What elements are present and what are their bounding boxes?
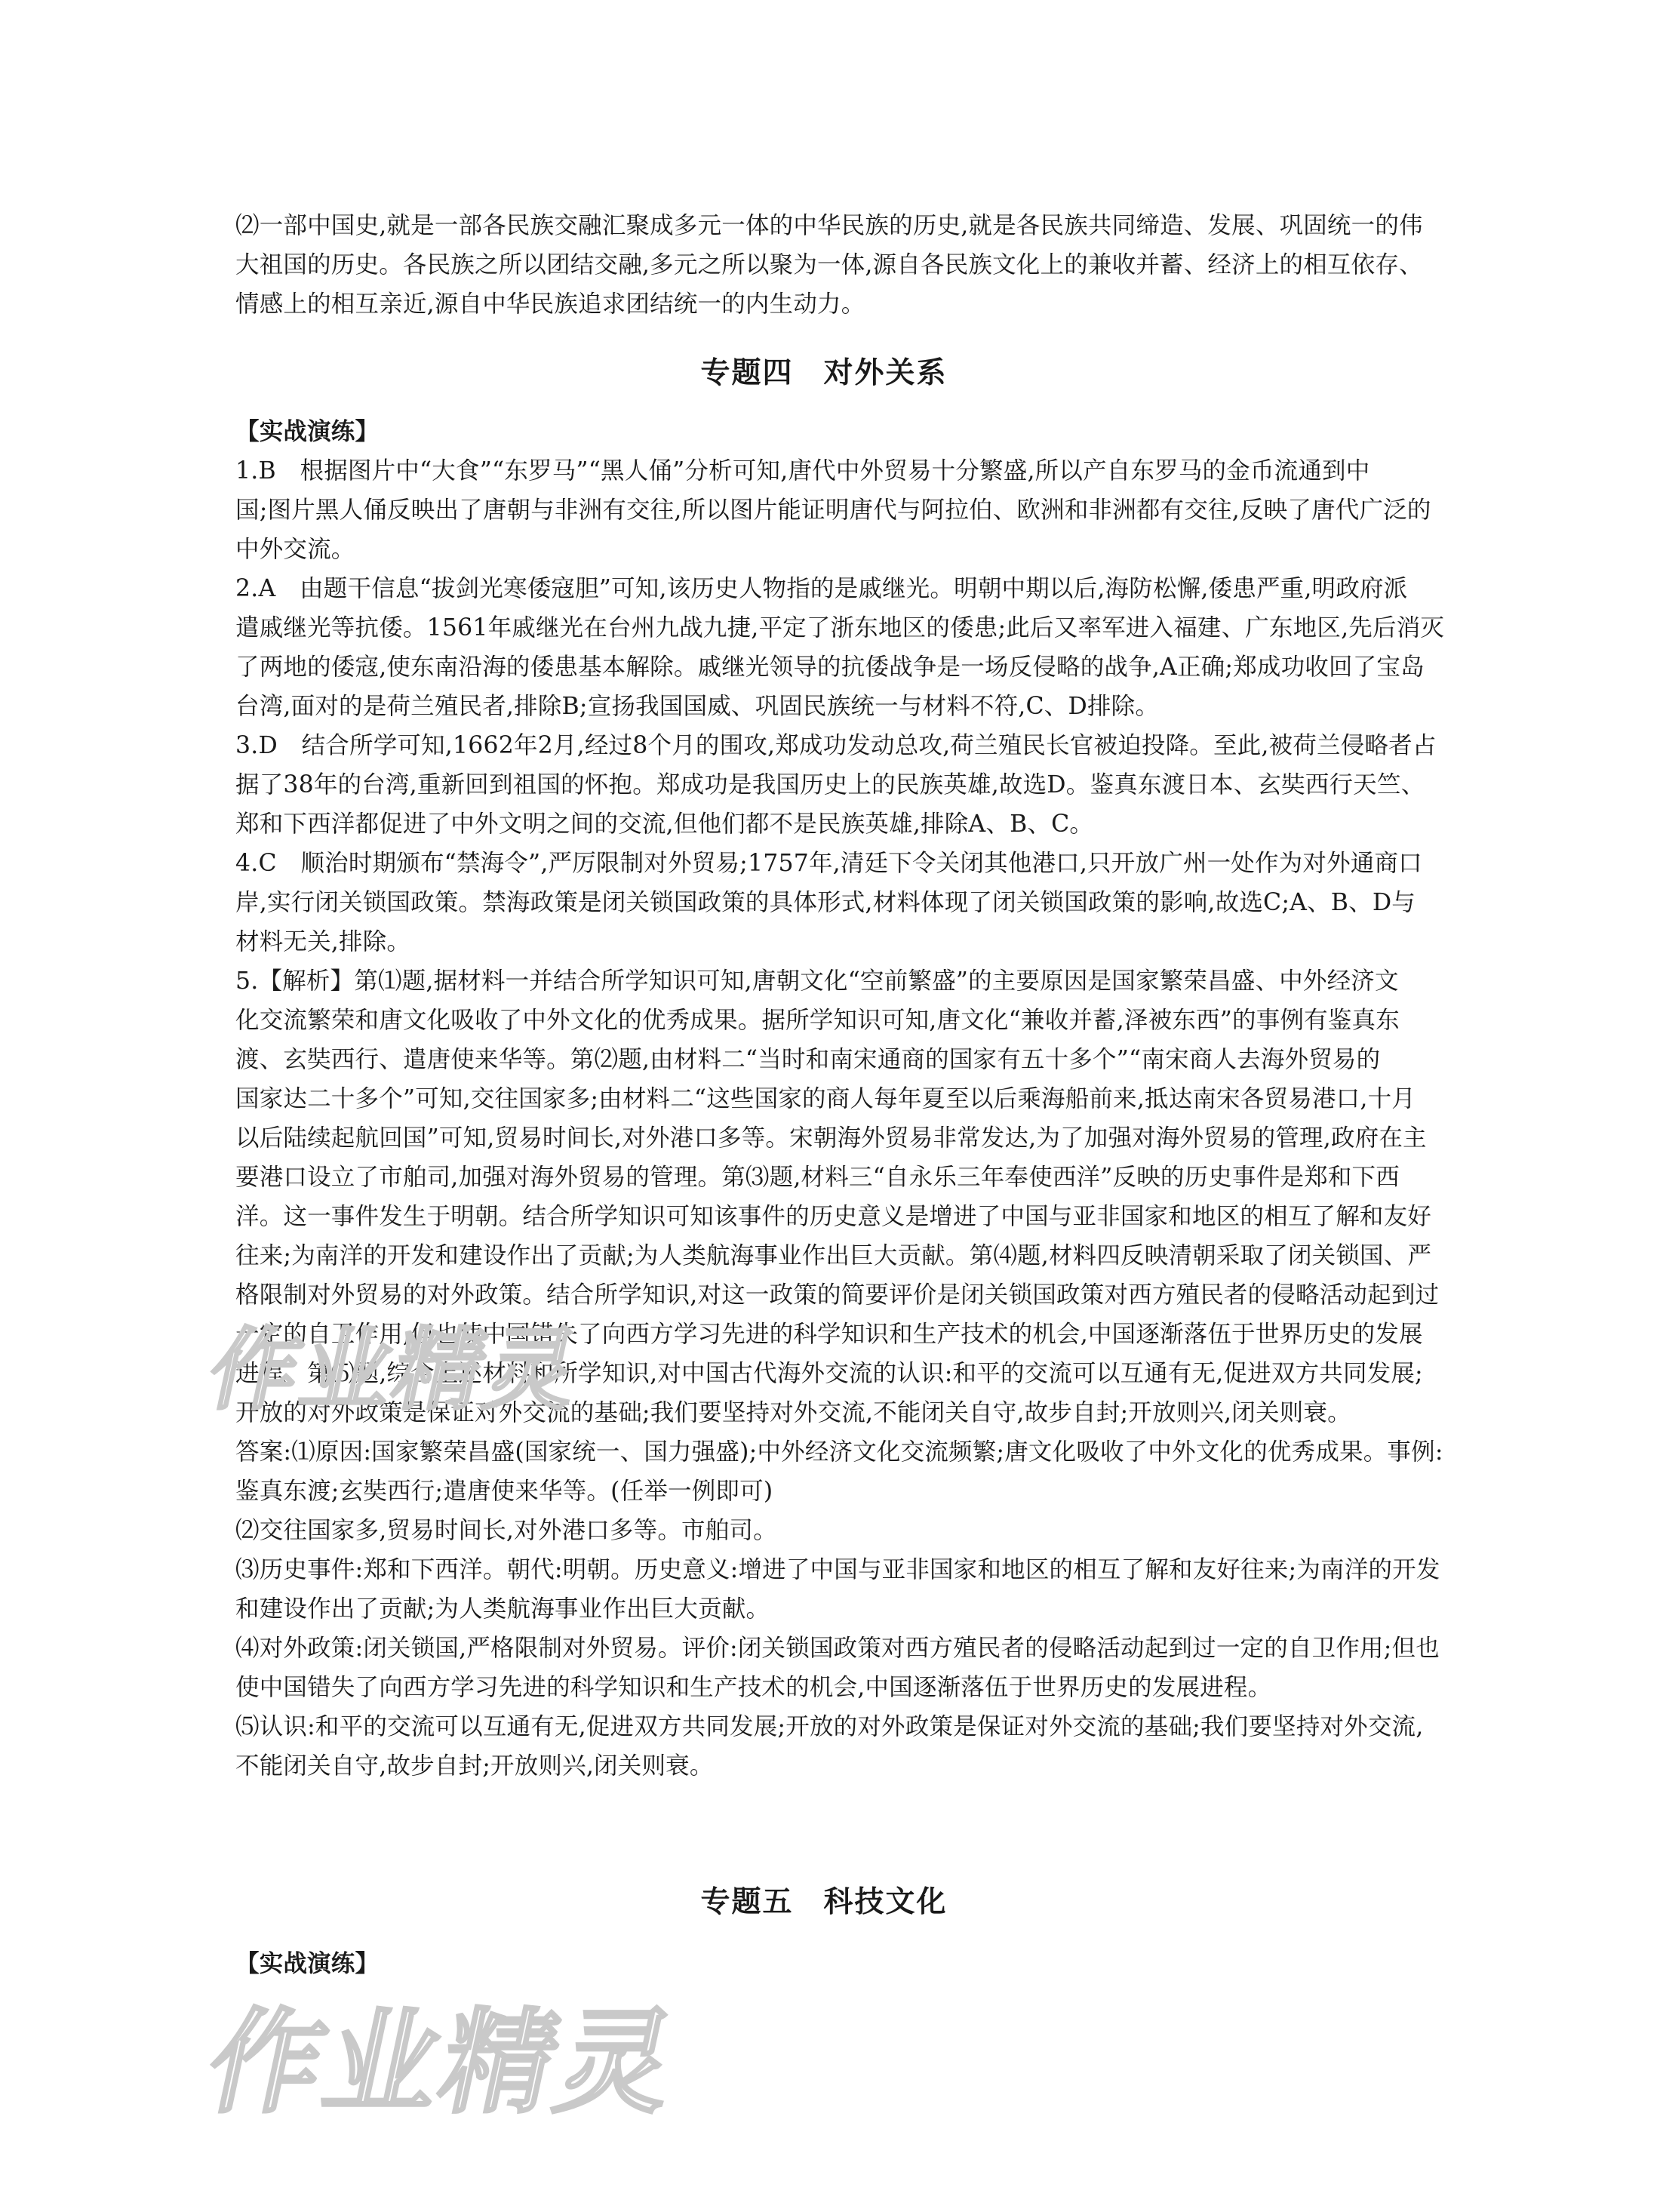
answer-line: ⑸认识:和平的交流可以互通有无,促进双方共同发展;开放的对外政策是保证对外交流的基础;我们要坚持对外交流, xyxy=(235,1713,1424,1740)
answer-line: 不能闭关自守,故步自封;开放则兴,闭关则衰。 xyxy=(235,1752,714,1780)
answer-line: 遣戚继光等抗倭。1561年戚继光在台州九战九捷,平定了浙东地区的倭患;此后又率军进入福建、广东地区,先后消灭 xyxy=(235,614,1445,641)
intro-line: 大祖国的历史。各民族之所以团结交融,多元之所以聚为一体,源自各民族文化上的兼收并蓄、经济上的相互依存、 xyxy=(235,251,1423,278)
answer-line: 材料无关,排除。 xyxy=(235,928,411,955)
watermark-logo: 作业精灵 xyxy=(200,1318,591,1422)
section-5-title-text: 科技文化 xyxy=(823,1884,948,1919)
answer-line: 使中国错失了向西方学习先进的科学知识和生产技术的机会,中国逐渐落伍于世界历史的发展进程。 xyxy=(235,1674,1272,1701)
answer-line: ⑵交往国家多,贸易时间长,对外港口多等。市舶司。 xyxy=(235,1517,777,1544)
section-4-label: 【实战演练】 xyxy=(235,417,380,445)
answer-line: 国;图片黑人俑反映出了唐朝与非洲有交往,所以图片能证明唐代与阿拉伯、欧洲和非洲都有交往,反映了唐代广泛的 xyxy=(235,497,1431,524)
answer-line: 岸,实行闭关锁国政策。禁海政策是闭关锁国政策的具体形式,材料体现了闭关锁国政策的影响,故选C;A、B、D与 xyxy=(235,889,1416,916)
answer-line: 台湾,面对的是荷兰殖民者,排除B;宣扬我国国威、巩固民族统一与材料不符,C、D排除。 xyxy=(235,693,1160,720)
answer-line: 3.D 结合所学可知,1662年2月,经过8个月的围攻,郑成功发动总攻,荷兰殖民长官被迫投降。至此,被荷兰侵略者占 xyxy=(235,732,1437,759)
answer-line: 答案:⑴原因:国家繁荣昌盛(国家统一、国力强盛);中外经济文化交流频繁;唐文化吸收了中外文化的优秀成果。事例: xyxy=(235,1438,1443,1466)
answer-line: 1.B 根据图片中“大食”“东罗马”“黑人俑”分析可知,唐代中外贸易十分繁盛,所以产自东罗马的金币流通到中 xyxy=(235,457,1370,485)
section-4-title xyxy=(235,352,1413,394)
intro-line: ⑵一部中国史,就是一部各民族交融汇聚成多元一体的中华民族的历史,就是各民族共同缔造、发展、巩固统一的伟 xyxy=(235,212,1423,239)
section-5-title-number: 专题五 xyxy=(700,1884,794,1919)
section-5-title xyxy=(235,1881,1413,1923)
answer-line: 国家达二十多个”可知,交往国家多;由材料二“这些国家的商人每年夏至以后乘海船前来,抵达南宋各贸易港口,十月 xyxy=(235,1085,1416,1112)
answer-line: 郑和下西洋都促进了中外文明之间的交流,但他们都不是民族英雄,排除A、B、C。 xyxy=(235,811,1094,838)
answer-line: 一定的自卫作用,但也使中国错失了向西方学习先进的科学知识和生产技术的机会,中国逐渐落伍于世界历史的发展 xyxy=(235,1321,1423,1348)
answer-line: 要港口设立了市舶司,加强对海外贸易的管理。第⑶题,材料三“自永乐三年奉使西洋”反映的历史事件是郑和下西 xyxy=(235,1164,1400,1191)
watermark-logo: 作业精灵 xyxy=(196,1998,690,2129)
answer-line: 和建设作出了贡献;为人类航海事业作出巨大贡献。 xyxy=(235,1595,770,1623)
intro-line: 情感上的相互亲近,源自中华民族追求团结统一的内生动力。 xyxy=(235,291,865,318)
answer-line: 了两地的倭寇,使东南沿海的倭患基本解除。戚继光领导的抗倭战争是一场反侵略的战争,A正确;郑成功收回了宝岛 xyxy=(235,654,1425,681)
answer-line: 格限制对外贸易的对外政策。结合所学知识,对这一政策的简要评价是闭关锁国政策对西方殖民者的侵略活动起到过 xyxy=(235,1281,1440,1309)
answer-line: ⑶历史事件:郑和下西洋。朝代:明朝。历史意义:增进了中国与亚非国家和地区的相互了解和友好往来;为南洋的开发 xyxy=(235,1556,1440,1583)
answer-line: 2.A 由题干信息“拔剑光寒倭寇胆”可知,该历史人物指的是戚继光。明朝中期以后,海防松懈,倭患严重,明政府派 xyxy=(235,575,1408,602)
answer-line: 进程。第⑸题,综合上述材料和所学知识,对中国古代海外交流的认识:和平的交流可以互通有无,促进双方共同发展; xyxy=(235,1360,1423,1387)
section-4-title-number: 专题四 xyxy=(700,355,794,390)
answer-line: 4.C 顺治时期颁布“禁海令”,严厉限制对外贸易;1757年,清廷下令关闭其他港口,只开放广州一处作为对外通商口 xyxy=(235,850,1422,877)
answer-line: 据了38年的台湾,重新回到祖国的怀抱。郑成功是我国历史上的民族英雄,故选D。鉴真东渡日本、玄奘西行天竺、 xyxy=(235,771,1425,798)
answer-line: 5.【解析】第⑴题,据材料一并结合所学知识可知,唐朝文化“空前繁盛”的主要原因是国家繁荣昌盛、中外经济文 xyxy=(235,968,1399,995)
answer-line: ⑷对外政策:闭关锁国,严格限制对外贸易。评价:闭关锁国政策对西方殖民者的侵略活动起到过一定的自卫作用;但也 xyxy=(235,1635,1440,1662)
answer-line: 鉴真东渡;玄奘西行;遣唐使来华等。(任举一例即可) xyxy=(235,1478,773,1505)
answer-line: 以后陆续起航回国”可知,贸易时间长,对外港口多等。宋朝海外贸易非常发达,为了加强对海外贸易的管理,政府在主 xyxy=(235,1124,1427,1152)
section-4-title-text: 对外关系 xyxy=(823,355,948,390)
answer-line: 开放的对外政策是保证对外交流的基础;我们要坚持对外交流,不能闭关自守,故步自封;开放则兴,闭关则衰。 xyxy=(235,1399,1351,1426)
answer-line: 中外交流。 xyxy=(235,536,355,563)
answer-line: 洋。这一事件发生于明朝。结合所学知识可知该事件的历史意义是增进了中国与亚非国家和地区的相互了解和友好 xyxy=(235,1203,1432,1230)
answer-line: 往来;为南洋的开发和建设作出了贡献;为人类航海事业作出巨大贡献。第⑷题,材料四反映清朝采取了闭关锁国、严 xyxy=(235,1242,1432,1269)
section-5-label: 【实战演练】 xyxy=(235,1949,380,1977)
answer-line: 渡、玄奘西行、遣唐使来华等。第⑵题,由材料二“当时和南宋通商的国家有五十多个”“南宋商人去海外贸易的 xyxy=(235,1046,1381,1073)
answer-line: 化交流繁荣和唐文化吸收了中外文化的优秀成果。据所学知识可知,唐文化“兼收并蓄,泽被东西”的事例有鉴真东 xyxy=(235,1007,1400,1034)
